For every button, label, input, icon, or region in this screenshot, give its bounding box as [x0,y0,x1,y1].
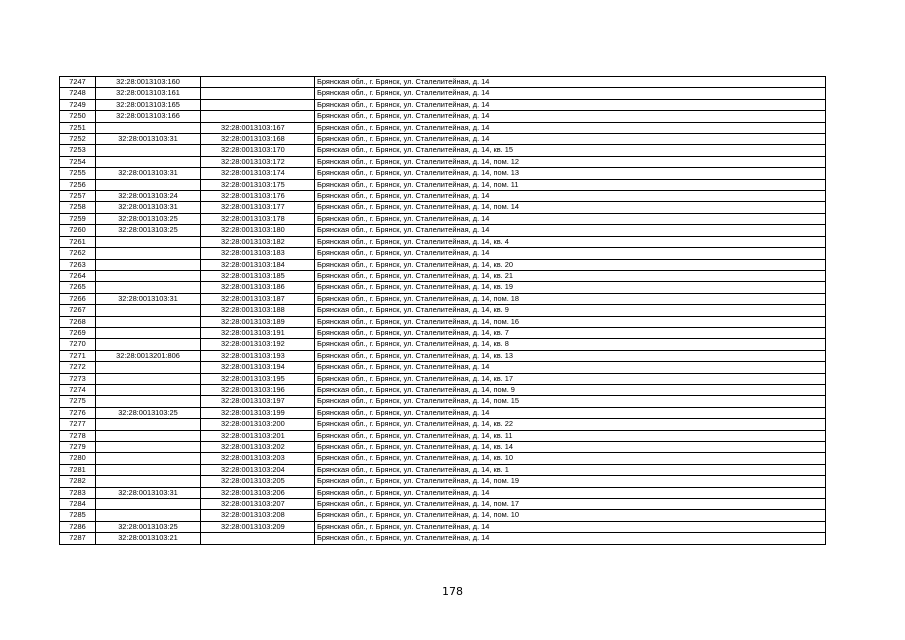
parent-cadastral-cell: 32:28:0013103:31 [96,202,201,213]
address-cell: Брянская обл., г. Брянск, ул. Сталелитейная, д. 14, кв. 21 [315,270,826,281]
parent-cadastral-cell [96,419,201,430]
parent-cadastral-cell [96,476,201,487]
parent-cadastral-cell [96,156,201,167]
table-row [60,99,826,110]
row-number-cell: 7269 [60,327,96,338]
cadastral-number-cell: 32:28:0013103:176 [201,191,315,202]
cadastral-number-cell: 32:28:0013103:178 [201,213,315,224]
parent-cadastral-cell [96,396,201,407]
table-row [60,510,826,521]
table-row [60,111,826,122]
row-number-cell: 7279 [60,442,96,453]
cadastral-number-cell: 32:28:0013103:203 [201,453,315,464]
table-row [60,145,826,156]
address-cell: Брянская обл., г. Брянск, ул. Сталелитейная, д. 14, кв. 20 [315,259,826,270]
row-number-cell: 7280 [60,453,96,464]
parent-cadastral-cell [96,430,201,441]
address-cell: Брянская обл., г. Брянск, ул. Сталелитейная, д. 14 [315,487,826,498]
cadastral-number-cell: 32:28:0013103:180 [201,225,315,236]
parent-cadastral-cell: 32:28:0013103:24 [96,191,201,202]
cadastral-number-cell: 32:28:0013103:197 [201,396,315,407]
parent-cadastral-cell: 32:28:0013103:161 [96,88,201,99]
row-number-cell: 7265 [60,282,96,293]
row-number-cell: 7261 [60,236,96,247]
parent-cadastral-cell [96,499,201,510]
cadastral-number-cell: 32:28:0013103:196 [201,384,315,395]
cadastral-number-cell: 32:28:0013103:207 [201,499,315,510]
page-number: 178 [442,585,463,598]
parent-cadastral-cell [96,510,201,521]
row-number-cell: 7282 [60,476,96,487]
address-cell: Брянская обл., г. Брянск, ул. Сталелитейная, д. 14, пом. 13 [315,168,826,179]
row-number-cell: 7257 [60,191,96,202]
table-row [60,88,826,99]
row-number-cell: 7278 [60,430,96,441]
address-cell: Брянская обл., г. Брянск, ул. Сталелитейная, д. 14, кв. 7 [315,327,826,338]
parent-cadastral-cell [96,339,201,350]
row-number-cell: 7251 [60,122,96,133]
row-number-cell: 7249 [60,99,96,110]
address-cell: Брянская обл., г. Брянск, ул. Сталелитейная, д. 14 [315,111,826,122]
address-cell: Брянская обл., г. Брянск, ул. Сталелитейная, д. 14, кв. 8 [315,339,826,350]
address-cell: Брянская обл., г. Брянск, ул. Сталелитейная, д. 14 [315,122,826,133]
row-number-cell: 7285 [60,510,96,521]
address-cell: Брянская обл., г. Брянск, ул. Сталелитейная, д. 14 [315,521,826,532]
cadastral-number-cell: 32:28:0013103:185 [201,270,315,281]
parent-cadastral-cell: 32:28:0013201:806 [96,350,201,361]
row-number-cell: 7270 [60,339,96,350]
table-row [60,213,826,224]
register-table-body [60,77,826,545]
row-number-cell: 7259 [60,213,96,224]
address-cell: Брянская обл., г. Брянск, ул. Сталелитейная, д. 14, кв. 17 [315,373,826,384]
table-row [60,464,826,475]
cadastral-number-cell [201,533,315,544]
address-cell: Брянская обл., г. Брянск, ул. Сталелитейная, д. 14 [315,191,826,202]
row-number-cell: 7253 [60,145,96,156]
parent-cadastral-cell [96,362,201,373]
table-row [60,236,826,247]
table-row [60,282,826,293]
cadastral-number-cell [201,88,315,99]
table-row [60,419,826,430]
table-row [60,179,826,190]
cadastral-number-cell: 32:28:0013103:202 [201,442,315,453]
row-number-cell: 7254 [60,156,96,167]
address-cell: Брянская обл., г. Брянск, ул. Сталелитейная, д. 14 [315,88,826,99]
row-number-cell: 7258 [60,202,96,213]
row-number-cell: 7286 [60,521,96,532]
address-cell: Брянская обл., г. Брянск, ул. Сталелитейная, д. 14 [315,362,826,373]
row-number-cell: 7274 [60,384,96,395]
cadastral-number-cell: 32:28:0013103:199 [201,407,315,418]
address-cell: Брянская обл., г. Брянск, ул. Сталелитейная, д. 14 [315,407,826,418]
table-row [60,77,826,88]
table-row [60,305,826,316]
table-row [60,533,826,544]
table-row [60,339,826,350]
cadastral-number-cell: 32:28:0013103:177 [201,202,315,213]
row-number-cell: 7277 [60,419,96,430]
row-number-cell: 7263 [60,259,96,270]
row-number-cell: 7264 [60,270,96,281]
row-number-cell: 7260 [60,225,96,236]
row-number-cell: 7284 [60,499,96,510]
row-number-cell: 7255 [60,168,96,179]
cadastral-number-cell: 32:28:0013103:209 [201,521,315,532]
table-row [60,259,826,270]
cadastral-number-cell [201,99,315,110]
row-number-cell: 7266 [60,293,96,304]
cadastral-number-cell: 32:28:0013103:187 [201,293,315,304]
address-cell: Брянская обл., г. Брянск, ул. Сталелитейная, д. 14 [315,134,826,145]
address-cell: Брянская обл., г. Брянск, ул. Сталелитейная, д. 14 [315,225,826,236]
cadastral-number-cell: 32:28:0013103:201 [201,430,315,441]
parent-cadastral-cell: 32:28:0013103:31 [96,168,201,179]
address-cell: Брянская обл., г. Брянск, ул. Сталелитейная, д. 14, кв. 15 [315,145,826,156]
parent-cadastral-cell [96,179,201,190]
address-cell: Брянская обл., г. Брянск, ул. Сталелитейная, д. 14, кв. 4 [315,236,826,247]
parent-cadastral-cell [96,464,201,475]
table-row [60,453,826,464]
row-number-cell: 7268 [60,316,96,327]
table-row [60,191,826,202]
cadastral-number-cell: 32:28:0013103:191 [201,327,315,338]
address-cell: Брянская обл., г. Брянск, ул. Сталелитейная, д. 14, пом. 11 [315,179,826,190]
cadastral-number-cell: 32:28:0013103:206 [201,487,315,498]
row-number-cell: 7267 [60,305,96,316]
cadastral-number-cell: 32:28:0013103:204 [201,464,315,475]
parent-cadastral-cell [96,373,201,384]
table-row [60,327,826,338]
address-cell: Брянская обл., г. Брянск, ул. Сталелитейная, д. 14, пом. 16 [315,316,826,327]
cadastral-number-cell: 32:28:0013103:200 [201,419,315,430]
table-row [60,156,826,167]
row-number-cell: 7247 [60,77,96,88]
table-row [60,373,826,384]
table-row [60,487,826,498]
parent-cadastral-cell: 32:28:0013103:165 [96,99,201,110]
address-cell: Брянская обл., г. Брянск, ул. Сталелитейная, д. 14 [315,99,826,110]
address-cell: Брянская обл., г. Брянск, ул. Сталелитейная, д. 14, пом. 10 [315,510,826,521]
table-row [60,248,826,259]
parent-cadastral-cell: 32:28:0013103:25 [96,213,201,224]
row-number-cell: 7256 [60,179,96,190]
table-row [60,316,826,327]
table-row [60,225,826,236]
table-row [60,122,826,133]
address-cell: Брянская обл., г. Брянск, ул. Сталелитейная, д. 14 [315,213,826,224]
cadastral-number-cell: 32:28:0013103:167 [201,122,315,133]
parent-cadastral-cell [96,122,201,133]
cadastral-number-cell: 32:28:0013103:193 [201,350,315,361]
cadastral-number-cell: 32:28:0013103:208 [201,510,315,521]
address-cell: Брянская обл., г. Брянск, ул. Сталелитейная, д. 14, кв. 13 [315,350,826,361]
address-cell: Брянская обл., г. Брянск, ул. Сталелитейная, д. 14 [315,533,826,544]
cadastral-number-cell: 32:28:0013103:175 [201,179,315,190]
parent-cadastral-cell [96,259,201,270]
address-cell: Брянская обл., г. Брянск, ул. Сталелитейная, д. 14, кв. 11 [315,430,826,441]
table-row [60,430,826,441]
address-cell: Брянская обл., г. Брянск, ул. Сталелитейная, д. 14, пом. 17 [315,499,826,510]
table-row [60,442,826,453]
row-number-cell: 7262 [60,248,96,259]
row-number-cell: 7252 [60,134,96,145]
table-row [60,407,826,418]
address-cell: Брянская обл., г. Брянск, ул. Сталелитейная, д. 14, кв. 14 [315,442,826,453]
table-row [60,202,826,213]
row-number-cell: 7275 [60,396,96,407]
parent-cadastral-cell: 32:28:0013103:160 [96,77,201,88]
address-cell: Брянская обл., г. Брянск, ул. Сталелитейная, д. 14, пом. 19 [315,476,826,487]
cadastral-number-cell: 32:28:0013103:168 [201,134,315,145]
address-cell: Брянская обл., г. Брянск, ул. Сталелитейная, д. 14, кв. 9 [315,305,826,316]
row-number-cell: 7250 [60,111,96,122]
parent-cadastral-cell: 32:28:0013103:25 [96,407,201,418]
cadastral-number-cell: 32:28:0013103:184 [201,259,315,270]
register-table [59,76,826,545]
table-row [60,293,826,304]
table-row [60,521,826,532]
row-number-cell: 7272 [60,362,96,373]
address-cell: Брянская обл., г. Брянск, ул. Сталелитейная, д. 14, пом. 18 [315,293,826,304]
parent-cadastral-cell: 32:28:0013103:31 [96,293,201,304]
parent-cadastral-cell: 32:28:0013103:25 [96,521,201,532]
cadastral-number-cell: 32:28:0013103:192 [201,339,315,350]
parent-cadastral-cell: 32:28:0013103:25 [96,225,201,236]
parent-cadastral-cell [96,145,201,156]
parent-cadastral-cell [96,236,201,247]
address-cell: Брянская обл., г. Брянск, ул. Сталелитейная, д. 14 [315,77,826,88]
cadastral-number-cell: 32:28:0013103:172 [201,156,315,167]
cadastral-number-cell [201,77,315,88]
cadastral-number-cell: 32:28:0013103:174 [201,168,315,179]
table-row [60,168,826,179]
address-cell: Брянская обл., г. Брянск, ул. Сталелитейная, д. 14, пом. 14 [315,202,826,213]
address-cell: Брянская обл., г. Брянск, ул. Сталелитейная, д. 14, пом. 9 [315,384,826,395]
cadastral-number-cell: 32:28:0013103:182 [201,236,315,247]
address-cell: Брянская обл., г. Брянск, ул. Сталелитейная, д. 14, пом. 15 [315,396,826,407]
address-cell: Брянская обл., г. Брянск, ул. Сталелитейная, д. 14, кв. 22 [315,419,826,430]
address-cell: Брянская обл., г. Брянск, ул. Сталелитейная, д. 14 [315,248,826,259]
parent-cadastral-cell [96,453,201,464]
table-row [60,499,826,510]
parent-cadastral-cell: 32:28:0013103:31 [96,134,201,145]
table-row [60,270,826,281]
row-number-cell: 7273 [60,373,96,384]
address-cell: Брянская обл., г. Брянск, ул. Сталелитейная, д. 14, пом. 12 [315,156,826,167]
parent-cadastral-cell [96,305,201,316]
address-cell: Брянская обл., г. Брянск, ул. Сталелитейная, д. 14, кв. 10 [315,453,826,464]
cadastral-number-cell: 32:28:0013103:205 [201,476,315,487]
parent-cadastral-cell [96,384,201,395]
cadastral-number-cell: 32:28:0013103:189 [201,316,315,327]
row-number-cell: 7283 [60,487,96,498]
parent-cadastral-cell [96,327,201,338]
row-number-cell: 7281 [60,464,96,475]
row-number-cell: 7271 [60,350,96,361]
parent-cadastral-cell [96,316,201,327]
address-cell: Брянская обл., г. Брянск, ул. Сталелитейная, д. 14, кв. 1 [315,464,826,475]
cadastral-number-cell: 32:28:0013103:183 [201,248,315,259]
row-number-cell: 7287 [60,533,96,544]
parent-cadastral-cell [96,248,201,259]
cadastral-number-cell: 32:28:0013103:170 [201,145,315,156]
cadastral-number-cell: 32:28:0013103:186 [201,282,315,293]
parent-cadastral-cell: 32:28:0013103:21 [96,533,201,544]
cadastral-number-cell: 32:28:0013103:195 [201,373,315,384]
parent-cadastral-cell [96,282,201,293]
parent-cadastral-cell: 32:28:0013103:31 [96,487,201,498]
table-row [60,350,826,361]
parent-cadastral-cell: 32:28:0013103:166 [96,111,201,122]
table-row [60,476,826,487]
table-row [60,384,826,395]
table-row [60,134,826,145]
parent-cadastral-cell [96,442,201,453]
row-number-cell: 7276 [60,407,96,418]
table-row [60,362,826,373]
parent-cadastral-cell [96,270,201,281]
cadastral-number-cell [201,111,315,122]
table-row [60,396,826,407]
cadastral-number-cell: 32:28:0013103:194 [201,362,315,373]
address-cell: Брянская обл., г. Брянск, ул. Сталелитейная, д. 14, кв. 19 [315,282,826,293]
cadastral-number-cell: 32:28:0013103:188 [201,305,315,316]
row-number-cell: 7248 [60,88,96,99]
